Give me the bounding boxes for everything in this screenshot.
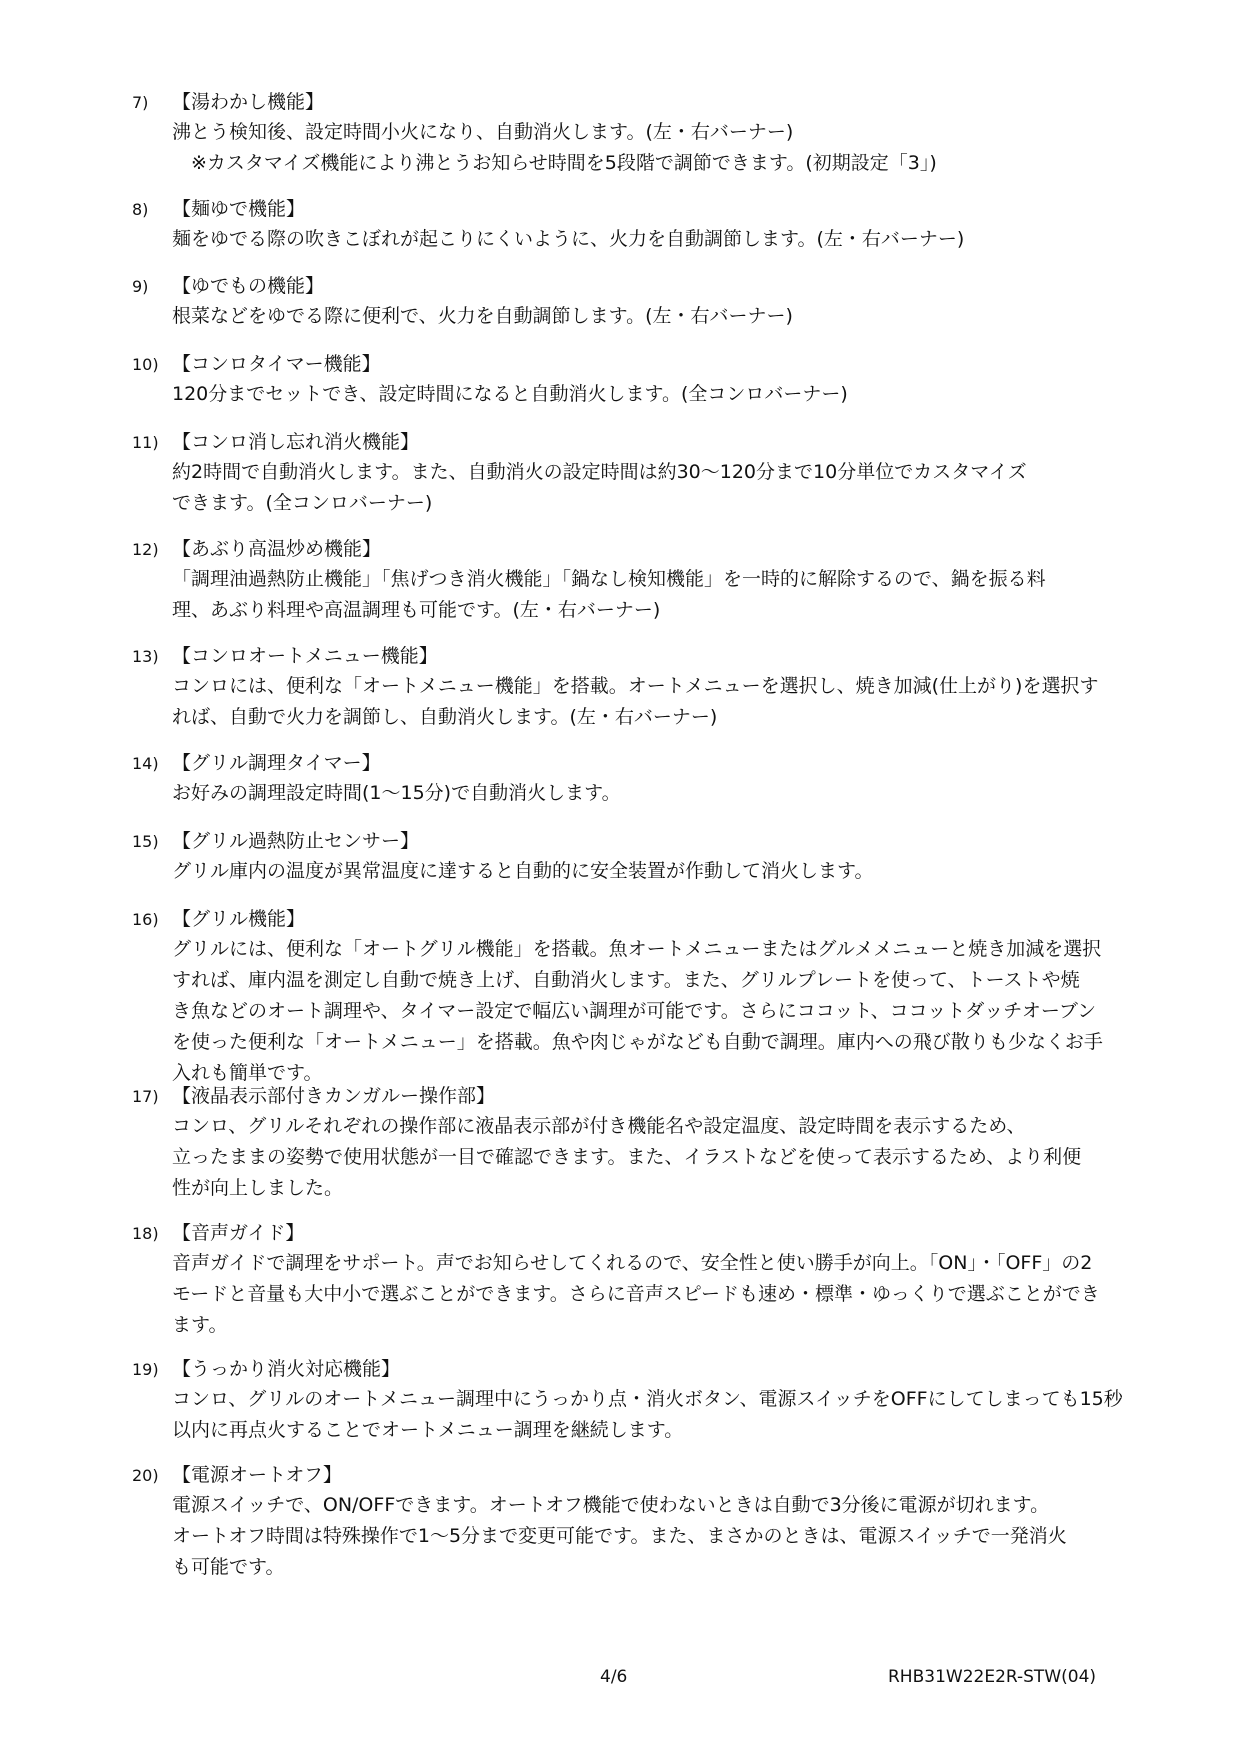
feature-description xyxy=(172,671,1192,733)
description-line: 以内に再点火することでオートメニュー調理を継続します。 xyxy=(172,1419,684,1441)
feature-number: 11) xyxy=(132,433,159,452)
feature-heading xyxy=(132,271,1192,301)
feature-number: 10) xyxy=(132,355,159,374)
feature-number: 20) xyxy=(132,1466,159,1485)
feature-description xyxy=(172,934,1192,1089)
description-line: 入れも簡単です。 xyxy=(172,1062,323,1084)
description-line: 120分までセットでき、設定時間になると自動消火します。(全コンロバーナー) xyxy=(172,383,848,405)
feature-item-17 xyxy=(132,1081,1192,1204)
feature-description xyxy=(172,1248,1192,1341)
description-line: 電源スイッチで、ON/OFFできます。オートオフ機能で使わないときは自動で3分後に電源が切れます。 xyxy=(172,1494,1050,1516)
description-line: を使った便利な「オートメニュー」を搭載。魚や肉じゃがなども自動で調理。庫内への飛び散りも少なくお手 xyxy=(172,1031,1103,1053)
feature-title: 【グリル過熱防止センサー】 xyxy=(172,830,420,852)
feature-item-15 xyxy=(132,826,1192,887)
description-line: オートオフ時間は特殊操作で1～5分まで変更可能です。また、まさかのときは、電源スイッチで一発消火 xyxy=(172,1525,1067,1547)
description-line: も可能です。 xyxy=(172,1556,285,1578)
feature-number: 19) xyxy=(132,1360,159,1379)
description-line: 麺をゆでる際の吹きこぼれが起こりにくいように、火力を自動調節します。(左・右バーナー) xyxy=(172,228,965,250)
feature-title: 【電源オートオフ】 xyxy=(172,1464,342,1486)
feature-title: 【コンロオートメニュー機能】 xyxy=(172,645,438,667)
description-line: コンロには、便利な「オートメニュー機能」を搭載。オートメニューを選択し、焼き加減(仕上がり)を選択す xyxy=(172,675,1099,697)
description-line: 立ったままの姿勢で使用状態が一目で確認できます。また、イラストなどを使って表示するため、より利便 xyxy=(172,1146,1082,1168)
description-line: 根菜などをゆでる際に便利で、火力を自動調節します。(左・右バーナー) xyxy=(172,305,793,327)
description-line: グリルには、便利な「オートグリル機能」を搭載。魚オートメニューまたはグルメメニューと焼き加減を選択 xyxy=(172,938,1102,960)
feature-item-9 xyxy=(132,271,1192,332)
feature-title: 【液晶表示部付きカンガルー操作部】 xyxy=(172,1085,496,1107)
feature-description xyxy=(172,564,1192,626)
feature-number: 16) xyxy=(132,910,159,929)
feature-title: 【湯わかし機能】 xyxy=(172,91,325,113)
description-line: グリル庫内の温度が異常温度に達すると自動的に安全装置が作動して消火します。 xyxy=(172,860,874,882)
feature-item-13 xyxy=(132,641,1192,733)
feature-item-14 xyxy=(132,748,1192,809)
description-line: ます。 xyxy=(172,1314,228,1336)
description-line: れば、自動で火力を調節し、自動消火します。(左・右バーナー) xyxy=(172,706,718,728)
feature-heading xyxy=(132,534,1192,564)
feature-item-16 xyxy=(132,904,1192,1089)
description-line: 「調理油過熱防止機能」「焦げつき消火機能」「鍋なし検知機能」を一時的に解除するので、鍋を振る料 xyxy=(172,568,1046,590)
description-line: すれば、庫内温を測定し自動で焼き上げ、自動消火します。また、グリルプレートを使って、トーストや焼 xyxy=(172,969,1080,991)
feature-heading xyxy=(132,1354,1192,1384)
feature-item-7 xyxy=(132,87,1192,179)
description-line: お好みの調理設定時間(1～15分)で自動消火します。 xyxy=(172,782,621,804)
feature-title: 【コンロ消し忘れ消火機能】 xyxy=(172,431,420,453)
feature-heading xyxy=(132,1218,1192,1248)
description-line: 性が向上しました。 xyxy=(172,1177,344,1199)
feature-number: 14) xyxy=(132,754,159,773)
feature-item-10 xyxy=(132,349,1192,410)
feature-title: 【コンロタイマー機能】 xyxy=(172,353,381,375)
feature-heading xyxy=(132,194,1192,224)
feature-heading xyxy=(132,1081,1192,1111)
description-line: 音声ガイドで調理をサポート。声でお知らせしてくれるので、安全性と使い勝手が向上。「ON」・「OFF」の2 xyxy=(172,1252,1093,1274)
feature-number: 17) xyxy=(132,1087,159,1106)
feature-heading xyxy=(132,904,1192,934)
feature-item-8 xyxy=(132,194,1192,255)
feature-title: 【麺ゆで機能】 xyxy=(172,198,306,220)
feature-title: 【あぶり高温炒め機能】 xyxy=(172,538,382,560)
feature-title: 【うっかり消火対応機能】 xyxy=(172,1358,401,1380)
feature-heading xyxy=(132,1460,1192,1490)
feature-description xyxy=(172,301,1192,332)
feature-item-11 xyxy=(132,427,1192,519)
feature-item-19 xyxy=(132,1354,1192,1446)
feature-description xyxy=(172,117,1192,179)
feature-description xyxy=(172,457,1192,519)
page-number: 4/6 xyxy=(600,1667,628,1687)
feature-description xyxy=(172,1384,1192,1446)
description-line: モードと音量も大中小で選ぶことができます。さらに音声スピードも速め・標準・ゆっくりで選ぶことができ xyxy=(172,1283,1100,1305)
feature-title: 【グリル調理タイマー】 xyxy=(172,752,381,774)
feature-number: 9) xyxy=(132,277,149,296)
feature-item-18 xyxy=(132,1218,1192,1341)
feature-item-20 xyxy=(132,1460,1192,1583)
document-code: RHB31W22E2R-STW(04) xyxy=(888,1667,1097,1687)
feature-title: 【グリル機能】 xyxy=(172,908,306,930)
feature-description xyxy=(172,856,1192,887)
description-line: 沸とう検知後、設定時間小火になり、自動消火します。(左・右バーナー) xyxy=(172,121,794,143)
feature-description xyxy=(172,224,1192,255)
feature-heading xyxy=(132,427,1192,457)
feature-heading xyxy=(132,349,1192,379)
description-line: 理、あぶり料理や高温調理も可能です。(左・右バーナー) xyxy=(172,599,661,621)
description-line: 約2時間で自動消火します。また、自動消火の設定時間は約30～120分まで10分単位でカスタマイズ xyxy=(172,461,1027,483)
feature-heading xyxy=(132,826,1192,856)
feature-heading xyxy=(132,641,1192,671)
feature-number: 12) xyxy=(132,540,159,559)
feature-title: 【音声ガイド】 xyxy=(172,1222,305,1244)
description-line: コンロ、グリルそれぞれの操作部に液晶表示部が付き機能名や設定温度、設定時間を表示するため、 xyxy=(172,1115,1026,1137)
feature-number: 8) xyxy=(132,200,149,219)
feature-item-12 xyxy=(132,534,1192,626)
description-line: できます。(全コンロバーナー) xyxy=(172,492,433,514)
feature-number: 15) xyxy=(132,832,159,851)
description-line: ※カスタマイズ機能により沸とうお知らせ時間を5段階で調節できます。(初期設定「3」) xyxy=(172,152,937,174)
feature-description xyxy=(172,379,1192,410)
feature-number: 18) xyxy=(132,1224,159,1243)
feature-number: 13) xyxy=(132,647,159,666)
feature-description xyxy=(172,778,1192,809)
feature-description xyxy=(172,1490,1192,1583)
description-line: コンロ、グリルのオートメニュー調理中にうっかり点・消火ボタン、電源スイッチをOFFにしてしまっても15秒 xyxy=(172,1388,1123,1410)
feature-number: 7) xyxy=(132,93,149,112)
feature-heading xyxy=(132,87,1192,117)
description-line: き魚などのオート調理や、タイマー設定で幅広い調理が可能です。さらにココット、ココットダッチオーブン xyxy=(172,1000,1097,1022)
feature-description xyxy=(172,1111,1192,1204)
feature-heading xyxy=(132,748,1192,778)
feature-title: 【ゆでもの機能】 xyxy=(172,275,325,297)
